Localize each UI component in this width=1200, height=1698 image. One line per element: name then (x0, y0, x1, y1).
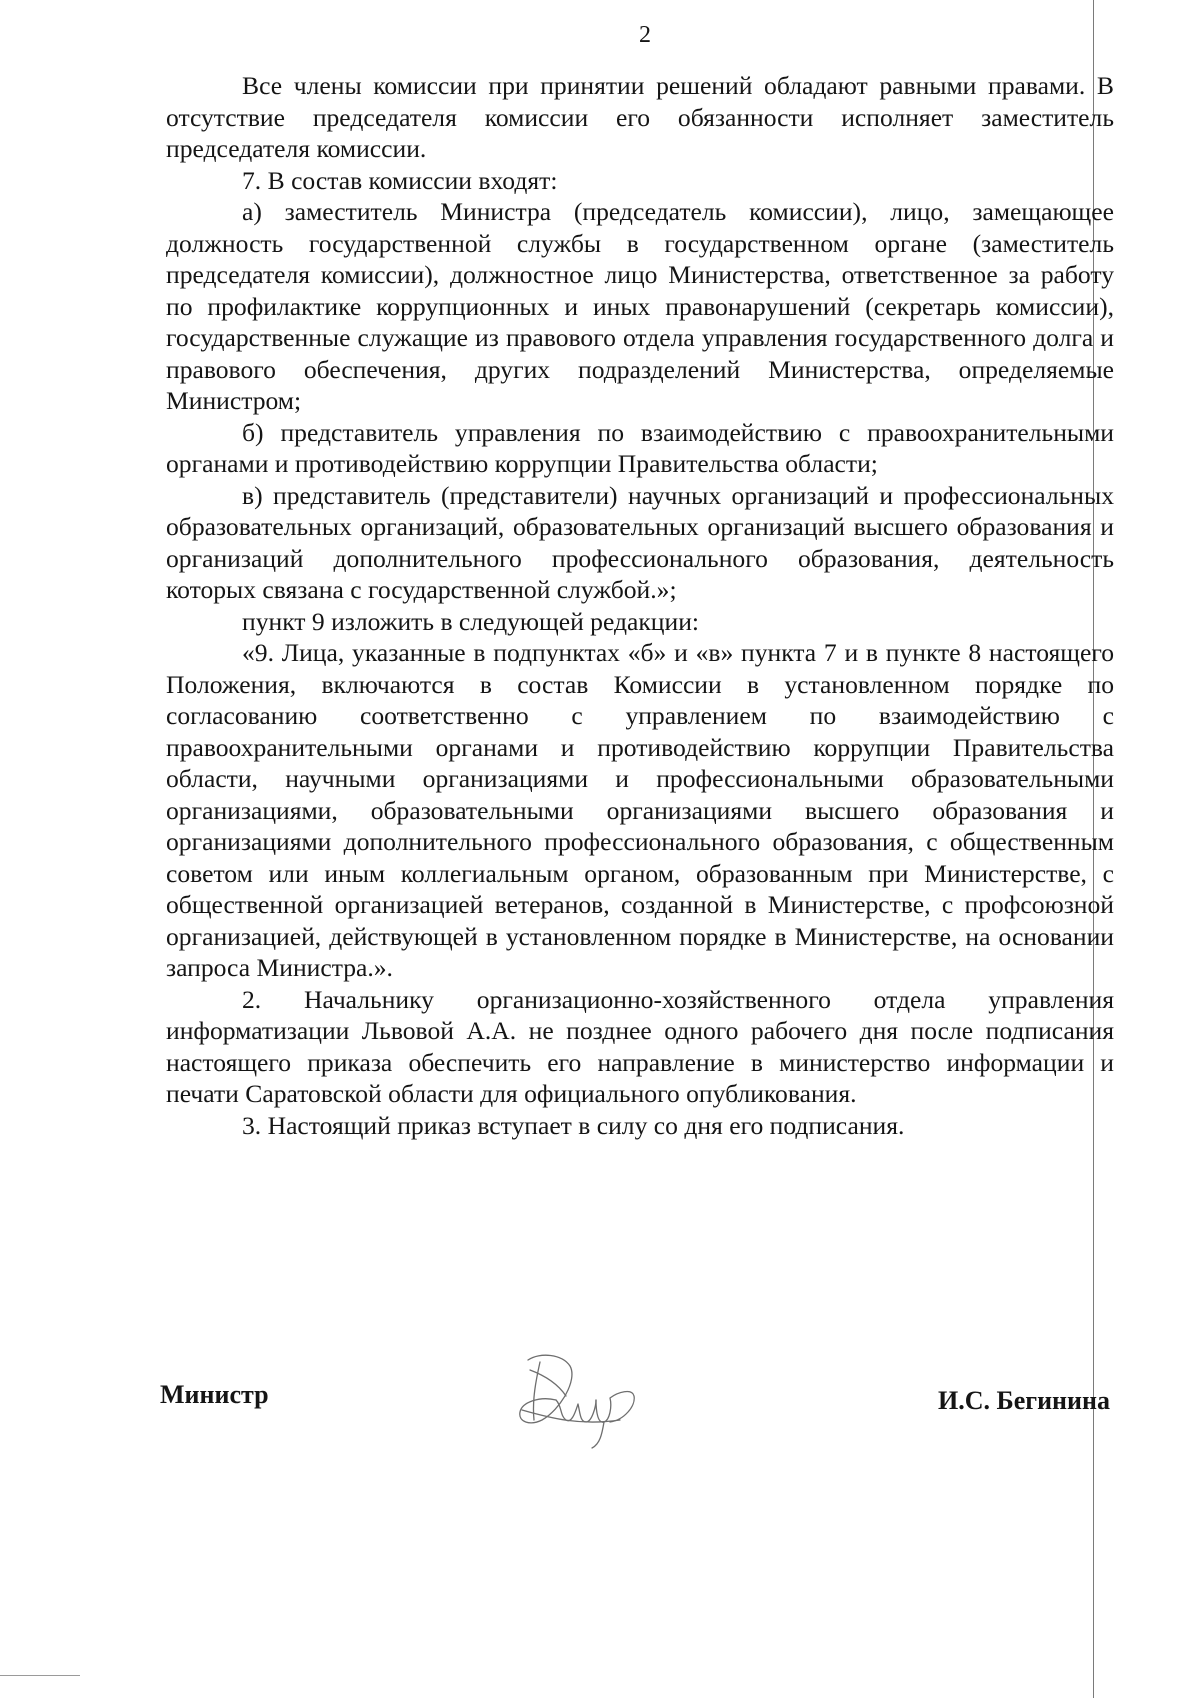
paragraph-point-9-intro: пункт 9 изложить в следующей редакции: (242, 606, 700, 636)
paragraph-equal-rights: Все члены комиссии при принятии решений обладают равными правами. В отсутствие председателя комиссии его обязанности исполняет заместитель председателя комиссии. (166, 71, 1114, 163)
document-body (166, 70, 1114, 1141)
paragraph-item-a: а) заместитель Министра (председатель комиссии), лицо, замещающее должность государственной службы в государственном органе (заместитель председателя комиссии), должностное лицо Министерства, ответственное за работу по профилактике коррупционных и иных правонарушений (секретарь комиссии), государственные служащие из правового отдела управления государственного долга и правового обеспечения, других подразделений Министерства, определяемые Министром; (166, 197, 1114, 415)
paragraph-clause-2: 2. Начальнику организационно-хозяйственного отдела управления информатизации Львовой А.А. не позднее одного рабочего дня после подписания настоящего приказа обеспечить его направление в министерство информации и печати Саратовской области для официального опубликования. (166, 984, 1114, 1108)
signatory-name: И.С. Бегинина (938, 1386, 1110, 1415)
page-number: 2 (639, 22, 651, 48)
paragraph-clause-3: 3. Настоящий приказ вступает в силу со дня его подписания. (242, 1110, 905, 1140)
paragraph-point-9: «9. Лица, указанные в подпунктах «б» и «в» пункта 7 и в пункте 8 настоящего Положения, включаются в состав Комиссии в установленном порядке по согласованию соответственно с управлением по взаимодействию с правоохранительными органами и противодействию коррупции Правительства области, научными организациями и профессиональными образовательными организациями, образовательными организациями высшего образования и организациями дополнительного профессионального образования, с общественным советом или иным коллегиальным органом, образованным при Министерстве, с общественной организацией ветеранов, созданной в Министерстве, с профсоюзной организацией, действующей в установленном порядке в Министерстве, на основании запроса Министра.». (166, 638, 1114, 982)
scan-edge-line-bottom (0, 1675, 80, 1676)
paragraph-item-v: в) представитель (представители) научных организаций и профессиональных образовательных организаций, образовательных организаций высшего образования и организаций дополнительного профессионального образования, деятельность которых связана с государственной службой.»; (166, 480, 1114, 604)
paragraph-item-b: б) представитель управления по взаимодействию с правоохранительными органами и противодействию коррупции Правительства области; (166, 417, 1114, 478)
signatory-title: Министр (160, 1380, 269, 1409)
paragraph-commission-composition: 7. В состав комиссии входят: (242, 165, 558, 195)
signature-block (160, 1372, 1110, 1432)
